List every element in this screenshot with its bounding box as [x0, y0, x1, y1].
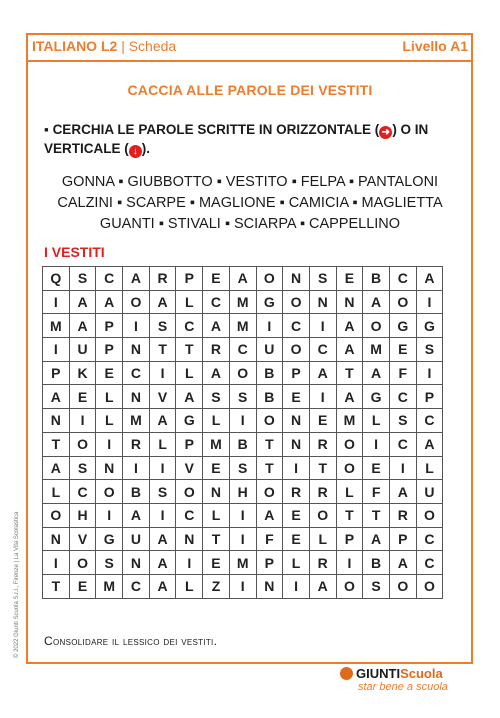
word-list-line: GONNA ▪ GIUBBOTTO ▪ VESTITO ▪ FELPA ▪ PANTALONI — [61, 174, 439, 190]
grid-cell[interactable]: F — [363, 480, 390, 504]
grid-cell[interactable]: T — [149, 338, 176, 362]
grid-cell[interactable]: E — [336, 267, 363, 291]
grid-cell[interactable]: O — [256, 267, 283, 291]
grid-cell[interactable]: O — [416, 503, 443, 527]
section-title: I VESTITI — [44, 244, 105, 260]
grid-cell[interactable]: I — [43, 551, 70, 575]
grid-cell[interactable]: S — [149, 480, 176, 504]
grid-cell[interactable]: I — [229, 574, 256, 598]
grid-cell[interactable]: S — [389, 409, 416, 433]
grid-cell[interactable]: M — [203, 432, 230, 456]
grid-cell[interactable]: A — [43, 456, 70, 480]
grid-cell[interactable]: O — [389, 574, 416, 598]
grid-cell[interactable]: O — [336, 432, 363, 456]
grid-cell[interactable]: L — [363, 409, 390, 433]
grid-cell[interactable]: N — [123, 338, 150, 362]
grid-cell[interactable]: E — [363, 456, 390, 480]
grid-cell[interactable]: I — [389, 456, 416, 480]
grid-cell[interactable]: L — [309, 527, 336, 551]
grid-cell[interactable]: N — [123, 385, 150, 409]
grid-cell[interactable]: S — [229, 385, 256, 409]
grid-cell[interactable]: T — [256, 432, 283, 456]
grid-cell[interactable]: N — [203, 480, 230, 504]
grid-cell[interactable]: I — [309, 385, 336, 409]
grid-cell[interactable]: L — [203, 409, 230, 433]
grid-row — [43, 361, 443, 385]
grid-cell[interactable]: M — [123, 409, 150, 433]
grid-cell[interactable]: R — [309, 551, 336, 575]
grid-cell[interactable]: T — [363, 503, 390, 527]
grid-cell[interactable]: O — [69, 551, 96, 575]
grid-cell[interactable]: P — [336, 527, 363, 551]
grid-cell[interactable]: M — [336, 409, 363, 433]
grid-cell[interactable]: C — [416, 409, 443, 433]
grid-cell[interactable]: N — [176, 527, 203, 551]
grid-cell[interactable]: O — [389, 290, 416, 314]
grid-cell[interactable]: L — [336, 480, 363, 504]
grid-cell[interactable]: O — [229, 361, 256, 385]
grid-cell[interactable]: T — [203, 527, 230, 551]
grid-cell[interactable]: I — [416, 361, 443, 385]
grid-cell[interactable]: I — [123, 314, 150, 338]
grid-cell[interactable]: E — [283, 503, 310, 527]
grid-cell[interactable]: C — [69, 480, 96, 504]
grid-cell[interactable]: L — [283, 551, 310, 575]
grid-cell[interactable]: O — [336, 456, 363, 480]
grid-cell[interactable]: A — [123, 267, 150, 291]
giunti-logo-icon — [340, 667, 353, 680]
page-title: CACCIA ALLE PAROLE DEI VESTITI — [127, 82, 373, 98]
grid-cell[interactable]: L — [96, 385, 123, 409]
grid-cell[interactable]: T — [176, 338, 203, 362]
grid-cell[interactable]: F — [256, 527, 283, 551]
grid-cell[interactable]: C — [123, 574, 150, 598]
header-divider — [26, 60, 473, 62]
grid-cell[interactable]: I — [149, 456, 176, 480]
word-list-line: CALZINI ▪ SCARPE ▪ MAGLIONE ▪ CAMICIA ▪ MAGLIETTA — [57, 195, 443, 211]
grid-cell[interactable]: T — [336, 503, 363, 527]
grid-cell[interactable]: I — [123, 456, 150, 480]
grid-cell[interactable]: R — [283, 480, 310, 504]
grid-cell[interactable]: L — [416, 456, 443, 480]
grid-cell[interactable]: G — [363, 385, 390, 409]
grid-cell[interactable]: B — [256, 385, 283, 409]
grid-cell[interactable]: A — [389, 551, 416, 575]
grid-cell[interactable]: P — [96, 338, 123, 362]
grid-cell[interactable]: I — [149, 503, 176, 527]
grid-cell[interactable]: M — [229, 551, 256, 575]
grid-cell[interactable]: R — [309, 432, 336, 456]
grid-cell[interactable]: A — [203, 314, 230, 338]
grid-cell[interactable]: I — [149, 361, 176, 385]
grid-cell[interactable]: I — [96, 432, 123, 456]
grid-cell[interactable]: C — [96, 267, 123, 291]
grid-cell[interactable]: L — [176, 574, 203, 598]
grid-cell[interactable]: A — [43, 385, 70, 409]
grid-row — [43, 385, 443, 409]
grid-cell[interactable]: I — [283, 456, 310, 480]
grid-cell[interactable]: A — [149, 551, 176, 575]
grid-cell[interactable]: T — [309, 456, 336, 480]
grid-cell[interactable]: U — [123, 527, 150, 551]
grid-cell[interactable]: P — [176, 432, 203, 456]
grid-cell[interactable]: I — [363, 432, 390, 456]
grid-cell[interactable]: P — [43, 361, 70, 385]
grid-cell[interactable]: T — [43, 432, 70, 456]
copyright-note: © 2022 Giunti Scuola S.r.l., Firenze | La Vita Scolastica — [14, 511, 20, 658]
grid-cell[interactable]: L — [96, 409, 123, 433]
grid-row — [43, 409, 443, 433]
grid-cell[interactable]: I — [229, 527, 256, 551]
grid-cell[interactable]: I — [256, 314, 283, 338]
grid-cell[interactable]: N — [43, 527, 70, 551]
grid-cell[interactable]: R — [123, 432, 150, 456]
grid-cell[interactable]: S — [416, 338, 443, 362]
grid-cell[interactable]: L — [203, 503, 230, 527]
grid-row — [43, 551, 443, 575]
grid-cell[interactable]: T — [256, 456, 283, 480]
grid-cell[interactable]: A — [176, 385, 203, 409]
grid-cell[interactable]: S — [363, 574, 390, 598]
header-subject: ITALIANO L2 | Scheda — [32, 38, 177, 54]
publisher-logo: GIUNTIScuola star bene a scuola — [340, 666, 448, 693]
grid-cell[interactable]: S — [96, 551, 123, 575]
header-level: Livello A1 — [402, 38, 468, 54]
grid-cell[interactable]: N — [336, 290, 363, 314]
grid-cell[interactable]: N — [43, 409, 70, 433]
arrow-down-icon: ↓ — [129, 145, 142, 158]
grid-cell[interactable]: C — [203, 290, 230, 314]
grid-cell[interactable]: I — [43, 290, 70, 314]
grid-cell[interactable]: G — [96, 527, 123, 551]
grid-cell[interactable]: S — [203, 385, 230, 409]
grid-cell[interactable]: A — [336, 338, 363, 362]
grid-cell[interactable]: I — [43, 338, 70, 362]
grid-cell[interactable]: R — [203, 338, 230, 362]
grid-cell[interactable]: L — [43, 480, 70, 504]
grid-cell[interactable]: I — [416, 290, 443, 314]
grid-cell[interactable]: N — [123, 551, 150, 575]
grid-cell[interactable]: P — [416, 385, 443, 409]
grid-row — [43, 267, 443, 291]
grid-cell[interactable]: E — [203, 267, 230, 291]
grid-cell[interactable]: B — [363, 267, 390, 291]
grid-cell[interactable]: E — [309, 409, 336, 433]
grid-cell[interactable]: R — [149, 267, 176, 291]
grid-cell[interactable]: G — [176, 409, 203, 433]
grid-cell[interactable]: T — [336, 361, 363, 385]
grid-cell[interactable]: I — [176, 551, 203, 575]
grid-cell[interactable]: N — [256, 574, 283, 598]
grid-cell[interactable]: Z — [203, 574, 230, 598]
grid-cell[interactable]: N — [283, 432, 310, 456]
grid-cell[interactable]: U — [256, 338, 283, 362]
grid-cell[interactable]: O — [176, 480, 203, 504]
grid-cell[interactable]: A — [149, 574, 176, 598]
grid-cell[interactable]: B — [256, 361, 283, 385]
grid-row — [43, 338, 443, 362]
grid-cell[interactable]: R — [309, 480, 336, 504]
grid-cell[interactable]: A — [363, 290, 390, 314]
grid-cell[interactable]: M — [363, 338, 390, 362]
grid-cell[interactable]: M — [96, 574, 123, 598]
grid-row — [43, 503, 443, 527]
grid-cell[interactable]: B — [229, 432, 256, 456]
grid-cell[interactable]: N — [96, 456, 123, 480]
grid-cell[interactable]: C — [416, 527, 443, 551]
grid-cell[interactable]: P — [283, 361, 310, 385]
grid-cell[interactable]: A — [363, 361, 390, 385]
grid-cell[interactable]: A — [203, 361, 230, 385]
grid-cell[interactable]: I — [96, 503, 123, 527]
grid-cell[interactable]: C — [309, 338, 336, 362]
grid-cell[interactable]: I — [69, 409, 96, 433]
grid-cell[interactable]: B — [123, 480, 150, 504]
grid-cell[interactable]: A — [416, 267, 443, 291]
grid-cell[interactable]: S — [149, 314, 176, 338]
grid-cell[interactable]: C — [123, 361, 150, 385]
grid-cell[interactable]: P — [256, 551, 283, 575]
arrow-right-icon: ➜ — [379, 126, 392, 139]
grid-cell[interactable]: M — [229, 290, 256, 314]
grid-cell[interactable]: C — [176, 503, 203, 527]
grid-cell[interactable]: I — [229, 409, 256, 433]
grid-cell[interactable]: S — [69, 267, 96, 291]
grid-cell[interactable]: E — [96, 361, 123, 385]
grid-cell[interactable]: A — [149, 409, 176, 433]
grid-cell[interactable]: V — [176, 456, 203, 480]
grid-cell[interactable]: A — [336, 314, 363, 338]
grid-cell[interactable]: E — [203, 551, 230, 575]
grid-cell[interactable]: I — [283, 574, 310, 598]
grid-cell[interactable]: C — [416, 551, 443, 575]
grid-cell[interactable]: N — [283, 267, 310, 291]
grid-cell[interactable]: O — [283, 338, 310, 362]
grid-cell[interactable]: A — [309, 361, 336, 385]
grid-row — [43, 432, 443, 456]
grid-cell[interactable]: L — [149, 432, 176, 456]
grid-cell[interactable]: P — [96, 314, 123, 338]
grid-row — [43, 574, 443, 598]
grid-cell[interactable]: A — [336, 385, 363, 409]
grid-cell[interactable]: A — [229, 267, 256, 291]
grid-cell[interactable]: T — [43, 574, 70, 598]
grid-cell[interactable]: N — [283, 409, 310, 433]
grid-cell[interactable]: A — [149, 290, 176, 314]
grid-cell[interactable]: E — [69, 385, 96, 409]
grid-cell[interactable]: A — [96, 290, 123, 314]
grid-cell[interactable]: O — [43, 503, 70, 527]
grid-cell[interactable]: O — [123, 290, 150, 314]
grid-cell[interactable]: P — [389, 527, 416, 551]
grid-cell[interactable]: E — [389, 338, 416, 362]
grid-cell[interactable]: A — [309, 574, 336, 598]
grid-row — [43, 480, 443, 504]
grid-cell[interactable]: U — [416, 480, 443, 504]
grid-cell[interactable]: O — [256, 480, 283, 504]
grid-cell[interactable]: E — [203, 456, 230, 480]
grid-cell[interactable]: I — [309, 314, 336, 338]
grid-cell[interactable]: E — [69, 574, 96, 598]
grid-cell[interactable]: O — [363, 314, 390, 338]
word-list-line: GUANTI ▪ STIVALI ▪ SCIARPA ▪ CAPPELLINO — [99, 216, 401, 232]
grid-cell[interactable]: E — [283, 527, 310, 551]
grid-cell[interactable]: O — [256, 409, 283, 433]
grid-cell[interactable]: H — [229, 480, 256, 504]
grid-cell[interactable]: O — [416, 574, 443, 598]
grid-cell[interactable]: A — [256, 503, 283, 527]
grid-cell[interactable]: M — [43, 314, 70, 338]
grid-cell[interactable]: P — [176, 267, 203, 291]
grid-row — [43, 290, 443, 314]
grid-cell[interactable]: A — [123, 503, 150, 527]
grid-cell[interactable]: K — [69, 361, 96, 385]
instruction: ▪ CERCHIA LE PAROLE SCRITTE IN ORIZZONTALE ( ➜ ) O IN VERTICALE ( ↓ ). — [44, 122, 429, 157]
grid-cell[interactable]: A — [69, 314, 96, 338]
grid-cell[interactable]: O — [283, 290, 310, 314]
grid-cell[interactable]: V — [149, 385, 176, 409]
grid-row — [43, 527, 443, 551]
grid-cell[interactable]: C — [283, 314, 310, 338]
grid-cell[interactable]: C — [389, 432, 416, 456]
grid-cell[interactable]: A — [416, 432, 443, 456]
grid-cell[interactable]: V — [69, 527, 96, 551]
grid-cell[interactable]: S — [229, 456, 256, 480]
grid-row — [43, 456, 443, 480]
grid-cell[interactable]: G — [416, 314, 443, 338]
grid-cell[interactable]: L — [176, 290, 203, 314]
grid-cell[interactable]: B — [363, 551, 390, 575]
grid-cell[interactable]: S — [309, 267, 336, 291]
grid-cell[interactable]: I — [229, 503, 256, 527]
grid-cell[interactable]: N — [309, 290, 336, 314]
grid-cell[interactable]: F — [389, 361, 416, 385]
grid-cell[interactable]: C — [229, 338, 256, 362]
grid-cell[interactable]: S — [69, 456, 96, 480]
grid-cell[interactable]: E — [283, 385, 310, 409]
grid-cell[interactable]: R — [389, 503, 416, 527]
grid-row — [43, 314, 443, 338]
grid-cell[interactable]: C — [389, 267, 416, 291]
grid-cell[interactable]: I — [336, 551, 363, 575]
grid-cell[interactable]: O — [336, 574, 363, 598]
grid-cell[interactable]: C — [389, 385, 416, 409]
grid-cell[interactable]: U — [69, 338, 96, 362]
grid-cell[interactable]: A — [363, 527, 390, 551]
grid-cell[interactable]: Q — [43, 267, 70, 291]
grid-cell[interactable]: L — [176, 361, 203, 385]
footer-note: Consolidare il lessico dei vestiti. — [44, 634, 218, 648]
grid-cell[interactable]: C — [176, 314, 203, 338]
grid-cell[interactable]: O — [96, 480, 123, 504]
grid-cell[interactable]: A — [149, 527, 176, 551]
grid-cell[interactable]: G — [256, 290, 283, 314]
grid-cell[interactable]: A — [389, 480, 416, 504]
grid-cell[interactable]: H — [69, 503, 96, 527]
grid-cell[interactable]: O — [309, 503, 336, 527]
word-search-grid — [42, 266, 443, 599]
grid-cell[interactable]: A — [69, 290, 96, 314]
grid-cell[interactable]: M — [229, 314, 256, 338]
grid-cell[interactable]: G — [389, 314, 416, 338]
grid-cell[interactable]: O — [69, 432, 96, 456]
